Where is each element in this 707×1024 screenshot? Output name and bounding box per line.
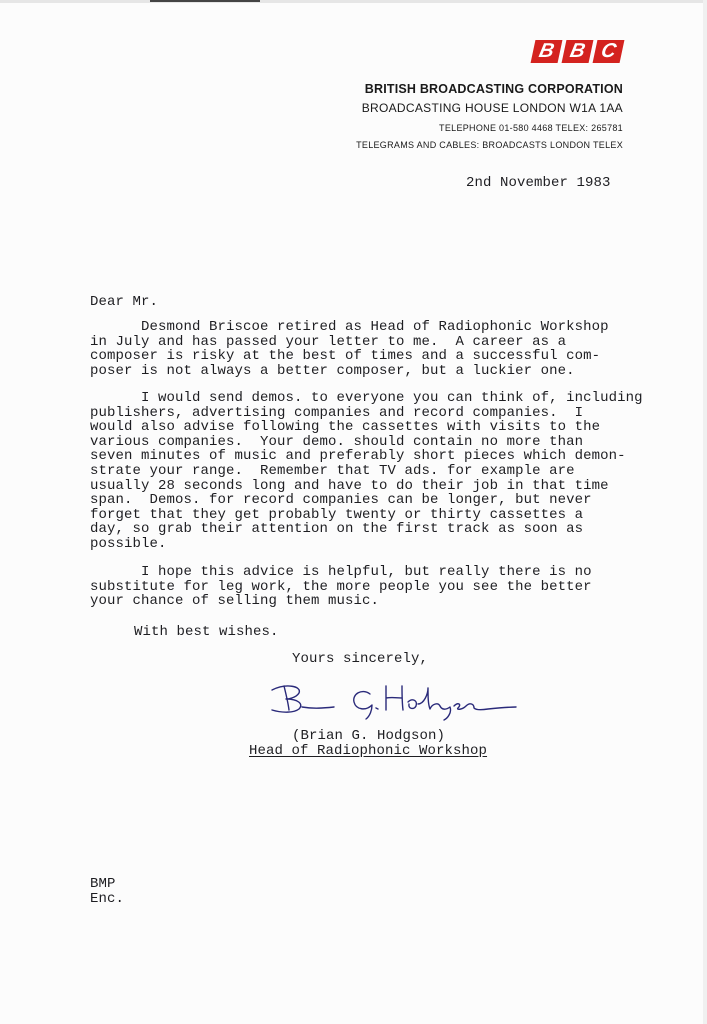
signatory-position: Head of Radiophonic Workshop — [249, 743, 488, 759]
body-paragraph-2: I would send demos. to everyone you can think of, including publishers, advertising companies and record companies. I would also advise following the cassettes with visits to the various companies. Your demo. should contain no more than seven minutes of music and preferably short pieces which demon- strate your range. Remember that TV ads. for example are usually 28 seconds long and have to do their job in that time span. Demos. for record companies can be longer, but never forget that they get probably twenty or thirty cassettes a day, so grab their attention on the first track as soon as possible. — [90, 390, 643, 552]
sign-off: Yours sincerely, — [292, 651, 429, 667]
letterhead-address: BROADCASTING HOUSE LONDON W1A 1AA — [361, 101, 623, 115]
body-paragraph-3: I hope this advice is helpful, but really there is no substitute for leg work, the more people you see the better your chance of selling them music. — [90, 564, 592, 610]
letterhead-organization: BRITISH BROADCASTING CORPORATION — [364, 82, 623, 96]
bbc-logo-letter-2: B — [562, 40, 594, 63]
enclosure-note: Enc. — [90, 891, 125, 907]
salutation: Dear Mr. — [90, 294, 159, 310]
body-paragraph-1: Desmond Briscoe retired as Head of Radiophonic Workshop in July and has passed your letter to me. A career as a composer is risky at the best of times and a successful com- poser is not always a better composer, but a luckier one. — [90, 319, 609, 379]
bbc-logo — [533, 40, 622, 63]
page-right-edge — [703, 0, 707, 1024]
bbc-logo-letter-1: B — [531, 40, 563, 63]
page-edge-mark — [150, 0, 260, 2]
letter-date: 2nd November 1983 — [466, 175, 611, 191]
reference-initials: BMP — [90, 876, 116, 892]
handwritten-signature — [262, 680, 518, 722]
letterhead-telegrams: TELEGRAMS AND CABLES: BROADCASTS LONDON TELEX — [356, 140, 623, 150]
bbc-logo-letter-3: C — [593, 40, 625, 63]
page-top-edge — [0, 0, 707, 3]
typed-name: (Brian G. Hodgson) — [292, 728, 446, 744]
closing-wishes: With best wishes. — [134, 624, 279, 640]
letterhead-telephone: TELEPHONE 01-580 4468 TELEX: 265781 — [439, 123, 623, 133]
